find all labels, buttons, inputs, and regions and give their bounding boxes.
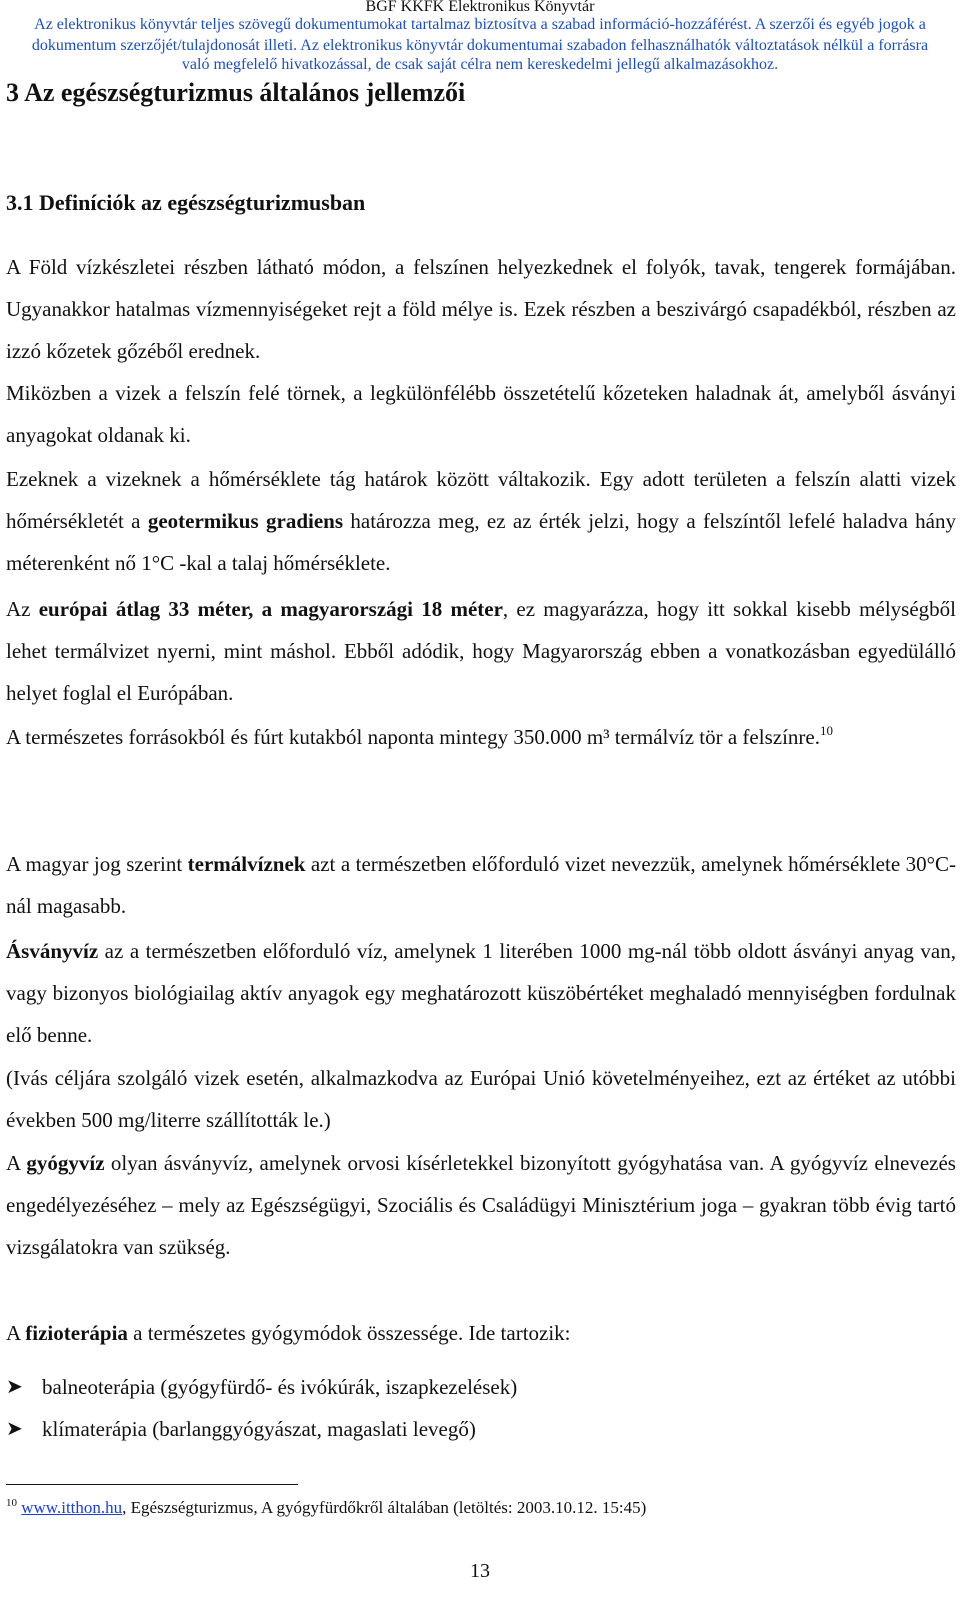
term-thermal-water: termálvíznek [187,852,306,876]
footnote-number: 10 [6,1497,17,1509]
paragraph-water-resources: A Föld vízkészletei részben látható módon, a felszínen helyezkednek el folyók, tavak, tengerek formájában. Ugyanakkor hatalmas vízmennyiségeket rejt a föld mélye is. Ezek részben a beszivárgó csapadékból, részben az izzó kőzetek gőzéből erednek. [6,255,956,363]
paragraph-thermal-water: A magyar jog szerint termálvíznek azt a természetben előforduló vizet nevezzük, amelynek hőmérséklete 30°C-nál magasabb. [6,852,956,918]
term-mineral-water: Ásványvíz [6,939,99,963]
paragraph-geothermal-gradient: Ezeknek a vizeknek a hőmérséklete tág határok között váltakozik. Egy adott területen a felszín alatti vizek hőmérsékletét a geotermikus gradiens határozza meg, ez az érték jelzi, hogy a felszíntől lefelé haladva hány méterenként nő 1°C -kal a talaj hőmérséklete. [6,467,956,575]
chapter-title: 3 Az egészségturizmus általános jellemzői [6,78,466,107]
term-averages: európai átlag 33 méter, a magyarországi 18 méter [38,597,503,621]
term-geothermal-gradient: geotermikus gradiens [147,509,344,533]
paragraph-daily-volume: A természetes forrásokból és fúrt kutakból naponta mintegy 350.000 m³ termálvíz tör a felszínre.$^{10}$ [6,723,833,749]
paragraph-physiotherapy: A fizioterápia a természetes gyógymódok összessége. Ide tartozik: [6,1321,571,1345]
arrow-right-icon: ➤ [6,1418,23,1440]
term-physiotherapy: fizioterápia [25,1321,128,1345]
paragraph-medicinal-water: A gyógyvíz olyan ásványvíz, amelynek orvosi kísérletekkel bizonyított gyógyhatása van. A gyógyvíz elnevezés engedélyezéséhez – mely az Egészségügyi, Szociális és Családügyi Minisztérium joga – gyakran több évig tartó vizsgálatokra van szükség. [6,1151,956,1259]
library-header-title: BGF KKFK Elektronikus Könyvtár [365,0,595,15]
page-number: 13 [470,1560,490,1582]
footnote-link[interactable]: www.itthon.hu [21,1498,123,1517]
arrow-right-icon: ➤ [6,1376,23,1398]
therapy-list [6,1366,956,1450]
footnote-divider [6,1484,298,1485]
library-header-notice-line3: való megfelelő hivatkozással, de csak saját célra nem kereskedelmi jellegű alkalmazásokhoz. [181,56,779,73]
list-item: ➤ klímaterápia (barlanggyógyászat, magaslati levegő) [6,1408,956,1450]
list-item: ➤ balneoterápia (gyógyfürdő- és ivókúrák, iszapkezelések) [6,1366,956,1408]
footnote-reference[interactable]: 10 [819,723,833,738]
library-header-notice-line1: Az elektronikus könyvtár teljes szövegű dokumentumokat tartalmaz biztosítva a szabad információ-hozzáférést. A szerzői és egyéb jogok a [34,16,926,33]
paragraph-minerals: Miközben a vizek a felszín felé törnek, a legkülönfélébb összetételű kőzeteken haladnak át, amelyből ásványi anyagokat oldanak ki. [6,381,956,447]
term-medicinal-water: gyógyvíz [26,1151,105,1175]
footnote: $^{10}$ www.itthon.hu, Egészségturizmus, A gyógyfürdőkről általában (letöltés: 2003.10.12. 15:45) [6,1497,647,1517]
section-title: 3.1 Definíciók az egészségturizmusban [6,190,366,215]
library-header-notice-line2: dokumentum szerzőjét/tulajdonosát illeti. Az elektronikus könyvtár dokumentumai szabadon felhasználhatók változtatások nélkül a forrásra [31,37,929,54]
paragraph-mineral-water: Ásványvíz az a természetben előforduló víz, amelynek 1 literében 1000 mg-nál több oldott ásványi anyag van, vagy bizonyos biológiailag aktív anyagok egy meghatározott küszöbértéket meghaladó mennyiségben fordulnak elő benne. [6,939,956,1047]
paragraph-drinking-water: (Ivás céljára szolgáló vizek esetén, alkalmazkodva az Európai Unió követelményeihez, ezt az értéket az utóbbi években 500 mg/literre szállították le.) [6,1066,956,1132]
paragraph-averages: Az európai átlag 33 méter, a magyarországi 18 méter, ez magyarázza, hogy itt sokkal kisebb mélységből lehet termálvizet nyerni, mint máshol. Ebből adódik, hogy Magyarország ebben a vonatkozásban egyedülálló helyet foglal el Európában. [6,597,956,705]
